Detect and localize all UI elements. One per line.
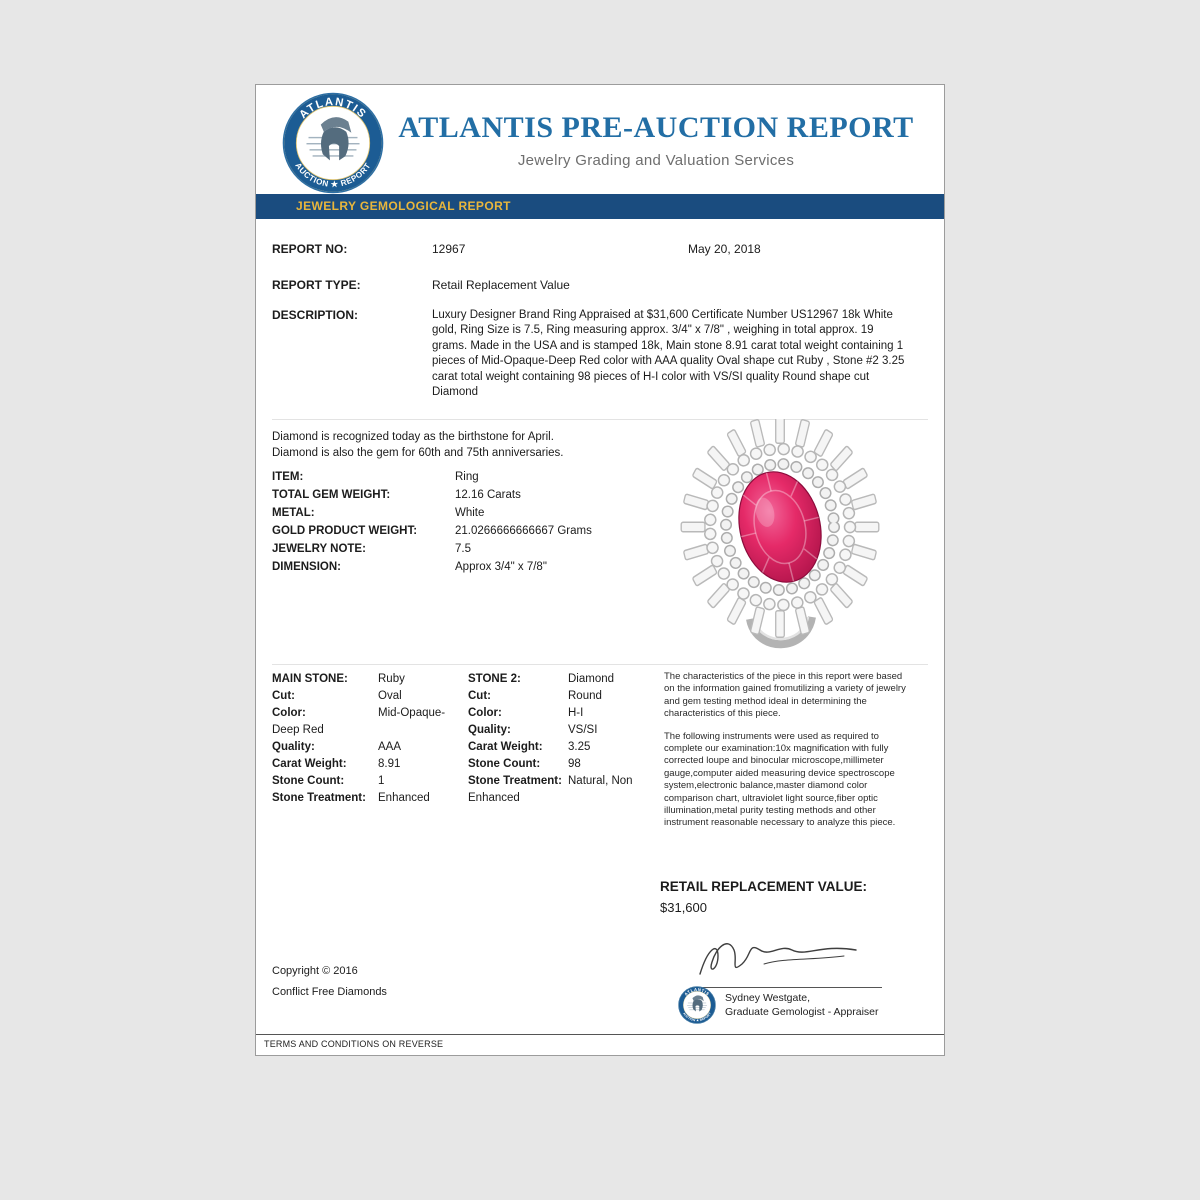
page-subtitle: Jewelry Grading and Valuation Services — [517, 152, 795, 169]
main-stone-column — [272, 671, 462, 807]
report-type-value: Retail Replacement Value — [432, 278, 570, 292]
retail-value-label: RETAIL REPLACEMENT VALUE: — [660, 879, 868, 894]
main-stone-title — [272, 671, 462, 688]
item-field-row — [272, 471, 642, 489]
retail-value-amount: $31,600 — [660, 900, 707, 915]
appraiser-name: Sydney Westgate, — [725, 992, 811, 1004]
item-field-row — [272, 489, 642, 507]
stone-field-label: Stone Count: — [468, 758, 541, 770]
stone-field-value: 1 — [378, 775, 385, 787]
main-stone-name: Ruby — [378, 673, 405, 685]
item-field-row — [272, 561, 642, 579]
report-type-row — [272, 278, 928, 292]
main-stone-label: MAIN STONE: — [272, 673, 348, 685]
signature-block — [676, 930, 921, 1030]
ring-photo — [654, 419, 906, 663]
report-no-row — [272, 242, 928, 256]
stone2-name: Diamond — [568, 673, 615, 685]
stone-field-value: 8.91 — [378, 758, 401, 770]
item-field-row — [272, 543, 642, 561]
report-type-label: REPORT TYPE: — [272, 278, 361, 292]
stone2-title — [468, 671, 646, 688]
report-date: May 20, 2018 — [688, 242, 761, 256]
stone2-column — [468, 671, 646, 807]
stone-field-value: VS/SI — [568, 724, 598, 736]
copyright-text: Copyright © 2016 — [272, 965, 358, 977]
field-label: DIMENSION: — [272, 561, 341, 573]
stone-field-value: Oval — [378, 690, 402, 702]
stone-field-label: Cut: — [272, 690, 295, 702]
stone-field-value: Mid-Opaque-Deep Red — [272, 707, 446, 736]
conflict-free-text: Conflict Free Diamonds — [272, 986, 387, 998]
stone-field-label: Color: — [468, 707, 502, 719]
stone-field-label: Color: — [272, 707, 306, 719]
field-label: TOTAL GEM WEIGHT: — [272, 489, 391, 501]
note-line-2: Diamond is also the gem for 60th and 75th anniversaries. — [272, 446, 564, 459]
birthstone-notes — [272, 430, 564, 461]
atlantis-logo — [282, 92, 384, 194]
stone-field-label: Stone Count: — [272, 775, 345, 787]
field-label: METAL: — [272, 507, 315, 519]
stone-field-value: 98 — [568, 758, 581, 770]
item-field-row — [272, 525, 642, 543]
copyright-block — [272, 961, 387, 1003]
field-value: 21.0266666666667 Grams — [455, 525, 592, 537]
characteristics-para-1: The characteristics of the piece in this report were based on the information gained fromutilizing a variety of jewelry and gem testing method ideal in determining the characteristics of this piece. — [664, 671, 906, 720]
section-banner: JEWELRY GEMOLOGICAL REPORT — [256, 194, 944, 219]
retail-replacement-value — [660, 879, 867, 915]
characteristics-column — [664, 671, 912, 840]
stone-field-value: AAA — [378, 741, 402, 753]
terms-bar: TERMS AND CONDITIONS ON REVERSE — [256, 1034, 944, 1055]
field-label: JEWELRY NOTE: — [272, 543, 366, 555]
report-no-label: REPORT NO: — [272, 242, 348, 256]
stone-field-label: Cut: — [468, 690, 491, 702]
stone-field-label: Quality: — [468, 724, 511, 736]
field-value: Ring — [455, 471, 479, 483]
description-label: DESCRIPTION: — [272, 308, 359, 322]
report-card — [255, 84, 945, 1056]
field-value: 7.5 — [455, 543, 471, 555]
signature-line — [700, 987, 882, 988]
stone-field-value: Natural, Non Enhanced — [468, 775, 633, 804]
appraiser-title: Graduate Gemologist - Appraiser — [725, 1006, 879, 1018]
page-title: ATLANTIS PRE-AUCTION REPORT — [398, 111, 914, 144]
stone-field-label: Carat Weight: — [468, 741, 543, 753]
stone-field-value: H-I — [568, 707, 584, 719]
report-no-value: 12967 — [432, 242, 466, 256]
stone-field-label: Quality: — [272, 741, 315, 753]
stone-field-value: 3.25 — [568, 741, 591, 753]
characteristics-para-2: The following instruments were used as required to complete our examination:10x magnification with fully corrected loupe and binocular microscope,millimeter gauge,computer aided measuring device spectroscope system,electronic balance,master diamond color comparison chart, ultraviolet light source,fiber optic illumination,metal purity testing methods and other instrument reasonable necessary to analyze this piece. — [664, 730, 896, 829]
description-row — [272, 308, 928, 399]
field-value: White — [455, 507, 485, 519]
stone-field-label: Stone Treatment: — [272, 792, 366, 804]
divider — [272, 664, 928, 665]
item-field-row — [272, 507, 642, 525]
field-label: ITEM: — [272, 471, 304, 483]
item-details — [272, 471, 642, 579]
stone-field-label: Stone Treatment: — [468, 775, 562, 787]
note-line-1: Diamond is recognized today as the birthstone for April. — [272, 431, 554, 443]
report-header — [391, 111, 921, 169]
stone-field-value: Round — [568, 690, 602, 702]
appraiser-logo — [678, 986, 716, 1024]
field-value: Approx 3/4" x 7/8" — [455, 561, 547, 573]
stone-field-value: Enhanced — [378, 792, 430, 804]
field-value: 12.16 Carats — [455, 489, 521, 501]
description-text: Luxury Designer Brand Ring Appraised at $31,600 Certificate Number US12967 18k White gold, Ring Size is 7.5, Ring measuring approx. 3/4" x 7/8" , weighing in total approx. 19 grams. Made in the USA and is stamped 18k, Main stone 8.91 carat total weight containing 1 pieces of Mid-Opaque-Deep Red color with AAA quality Oval shape cut Ruby , Stone #2 3.25 carat total weight containing 98 pieces of H-I color with VS/SI quality Round shape cut Diamond — [432, 309, 905, 399]
stone2-label: STONE 2: — [468, 673, 521, 685]
stone-field-label: Carat Weight: — [272, 758, 347, 770]
signature-icon — [694, 930, 869, 986]
field-label: GOLD PRODUCT WEIGHT: — [272, 525, 418, 537]
